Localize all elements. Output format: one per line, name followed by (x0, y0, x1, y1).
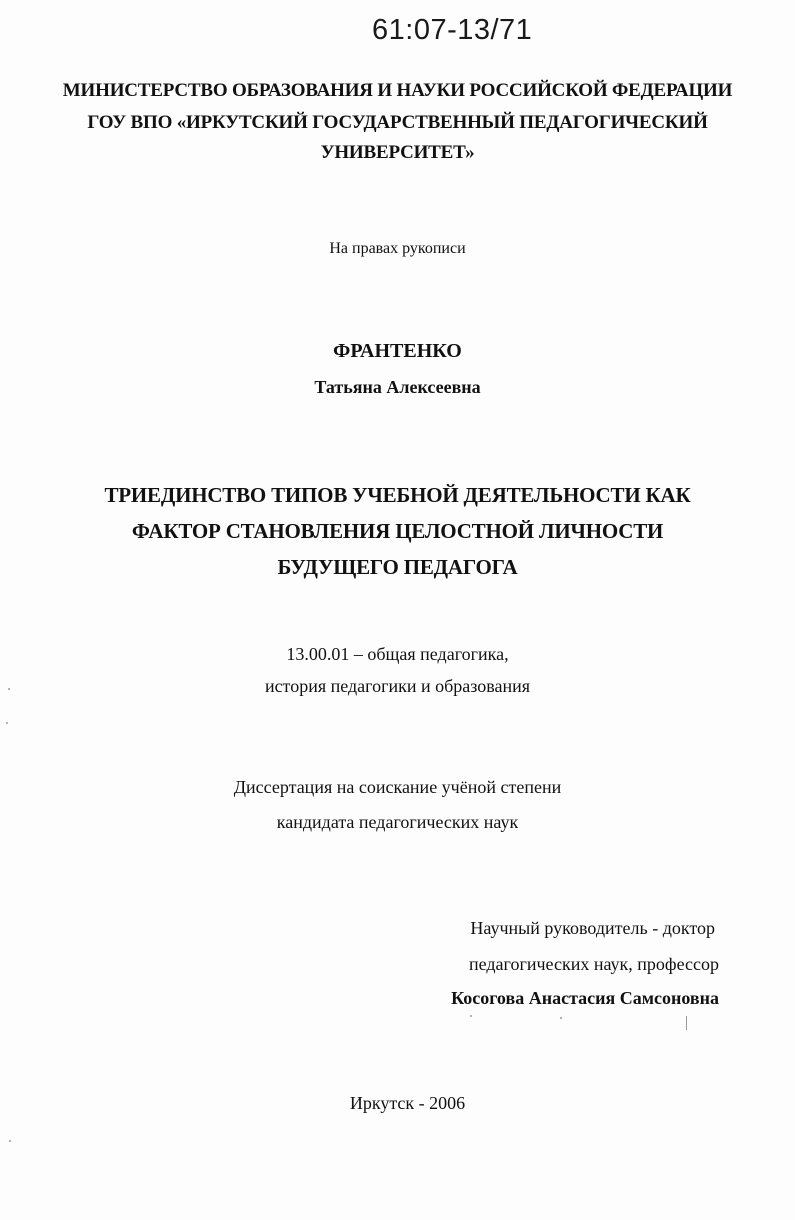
catalog-number: 61:07-13/71 (372, 14, 533, 46)
scan-speck (8, 688, 10, 690)
scan-speck (470, 1015, 472, 1017)
institution-line-3: УНИВЕРСИТЕТ» (320, 142, 475, 163)
thesis-title-line-2: ФАКТОР СТАНОВЛЕНИЯ ЦЕЛОСТНОЙ ЛИЧНОСТИ (131, 519, 664, 543)
thesis-title-line-3: БУДУЩЕГО ПЕДАГОГА (277, 555, 518, 579)
scan-speck (6, 722, 8, 724)
scan-speck (686, 1016, 687, 1030)
author-given-names: Татьяна Алексеевна (314, 377, 481, 397)
supervisor-line-2: педагогических наук, профессор (468, 954, 719, 974)
institution-line-2: ГОУ ВПО «ИРКУТСКИЙ ГОСУДАРСТВЕННЫЙ ПЕДАГОГИЧЕСКИЙ (87, 112, 708, 133)
thesis-title-line-1: ТРИЕДИНСТВО ТИПОВ УЧЕБНОЙ ДЕЯТЕЛЬНОСТИ КАК (104, 483, 691, 507)
specialty-line-1: 13.00.01 – общая педагогика, (286, 644, 509, 664)
scan-speck (9, 1140, 11, 1142)
scan-speck (560, 1017, 562, 1019)
supervisor-line-1: Научный руководитель - доктор (470, 918, 715, 938)
city-year: Иркутск - 2006 (349, 1093, 466, 1113)
author-surname: ФРАНТЕНКО (333, 340, 462, 362)
institution-line-1: МИНИСТЕРСТВО ОБРАЗОВАНИЯ И НАУКИ РОССИЙСКОЙ ФЕДЕРАЦИИ (62, 80, 733, 101)
degree-line-2: кандидата педагогических наук (276, 812, 519, 832)
supervisor-name: Косогова Анастасия Самсоновна (451, 988, 719, 1008)
specialty-line-2: история педагогики и образования (264, 676, 531, 696)
degree-line-1: Диссертация на соискание учёной степени (233, 777, 562, 797)
manuscript-note: На правах рукописи (329, 240, 466, 257)
